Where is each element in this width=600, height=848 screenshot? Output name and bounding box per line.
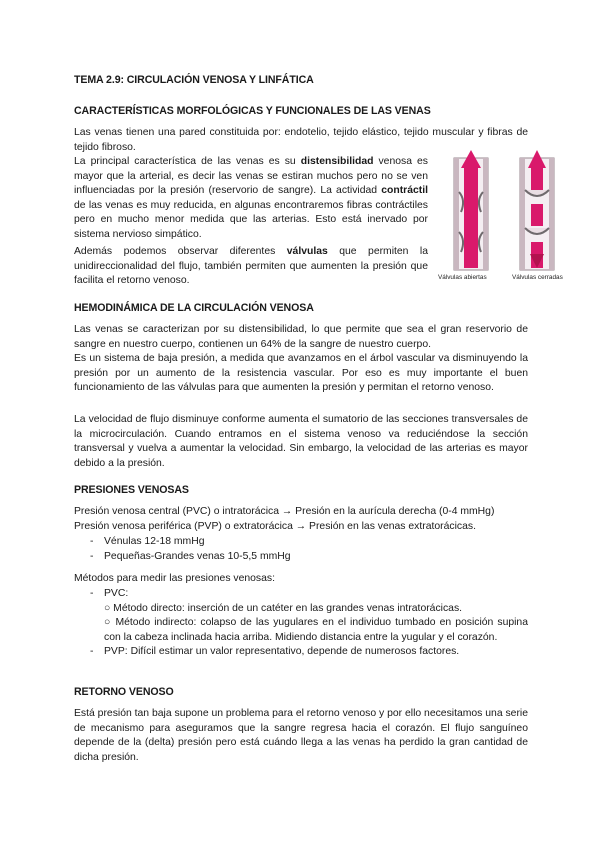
line-pvc: Presión venosa central (PVC) o intratorácica → Presión en la aurícula derecha (0-4 mmHg) bbox=[74, 506, 495, 517]
valves-illustration bbox=[438, 148, 578, 274]
list-item: - Pequeñas-Grandes venas 10-5,5 mmHg bbox=[90, 550, 291, 562]
list-item: - PVC: bbox=[90, 588, 129, 599]
paragraph-retorno: Está presión tan baja supone un problema para el retorno venoso y por ello necesitamos una serie de mecanismo para aseguramos que la sangre regresa hacia el corazón. El flujo sanguíneo depende de la (delta) presión pero está cuándo llega a las venas ha perdido la gran cantidad de dicha presión. bbox=[74, 708, 529, 763]
list-item: - PVP: Difícil estimar un valor representativo, depende de numerosos factores. bbox=[90, 646, 460, 658]
open-valves-drawing bbox=[454, 150, 488, 270]
paragraph-reservorio: Las venas se caracterizan por su distensibilidad, lo que permite que sea el gran reservorio de sangre en nuestro cuerpo, contienen un 64% de la sangre de nuestro cuerpo. bbox=[74, 324, 528, 350]
pressure-list bbox=[74, 535, 291, 564]
list-item: ○ Método indirecto: colapso de las yugulares en el individuo tumbado en posición supina con la cabeza inclinada hacia arriba. Midiendo distancia entre la yugular y el corazón. bbox=[104, 617, 528, 643]
line-pvp: Presión venosa periférica (PVP) o extratorácica → Presión en las venas extratorácicas. bbox=[74, 521, 476, 532]
term-valvulas: válvulas bbox=[286, 246, 328, 257]
methods-intro: Métodos para medir las presiones venosas: bbox=[74, 573, 275, 584]
caption-closed-valves: Válvulas cerradas bbox=[512, 274, 563, 281]
paragraph-distensibilidad: La principal característica de las venas es su distensibilidad venosa es mayor que la arterial, es decir las venas se estiran muchos pero no se ven influenciadas por la presión (reservorio de sangre). La actividad contráctil de las venas es muy reducida, en algunas encontraremos fibras contráctiles pero en mucho menor medida que las arterias. Esto está inervado por sistema nervioso simpático. bbox=[74, 156, 428, 240]
caption-open-valves: Válvulas abiertas bbox=[438, 274, 487, 281]
paragraph-baja-presion: Es un sistema de baja presión, a medida que avanzamos en el árbol vascular va disminuyendo la presión por un aumento de la resistencia vascular. Por eso es muy importante el buen funcionamiento de las válvulas para que aumenten la presión y permitan el retorno venoso. bbox=[74, 353, 528, 394]
section-heading-retorno: RETORNO VENOSO bbox=[74, 686, 174, 698]
methods-list bbox=[74, 587, 528, 660]
list-item: - Vénulas 12-18 mmHg bbox=[90, 536, 205, 547]
section-heading-hemodinamica: HEMODINÁMICA DE LA CIRCULACIÓN VENOSA bbox=[74, 302, 314, 314]
term-contractil: contráctil bbox=[381, 185, 428, 197]
paragraph-velocidad: La velocidad de flujo disminuye conforme aumenta el sumatorio de las secciones transversales de la microcirculación. Cuando entramos en el sistema venoso va reduciéndose la sección transversal y vuelva a aumentar la velocidad. Sin embargo, la velocidad de las arterias es mayor debido a la presión. bbox=[74, 414, 528, 469]
document-title: TEMA 2.9: CIRCULACIÓN VENOSA Y LINFÁTICA bbox=[74, 74, 314, 86]
paragraph-valvulas: Además podemos observar diferentes válvulas que permiten la unidireccionalidad del flujo, también permiten que aumenten la presión que facilita el retorno venoso. bbox=[74, 246, 429, 287]
section-heading-morfologia: CARACTERÍSTICAS MORFOLÓGICAS Y FUNCIONALES DE LAS VENAS bbox=[74, 105, 431, 117]
valves-figure bbox=[438, 148, 578, 284]
term-distensibilidad: distensibilidad bbox=[300, 156, 374, 167]
paragraph-pared: Las venas tienen una pared constituida por: endotelio, tejido elástico, tejido muscular y fibras de tejido fibroso. bbox=[74, 127, 528, 153]
closed-valves-drawing bbox=[520, 150, 554, 270]
list-item: ○ Método directo: inserción de un catéter en las grandes venas intratorácicas. bbox=[104, 602, 463, 614]
section-heading-presiones: PRESIONES VENOSAS bbox=[74, 484, 189, 496]
